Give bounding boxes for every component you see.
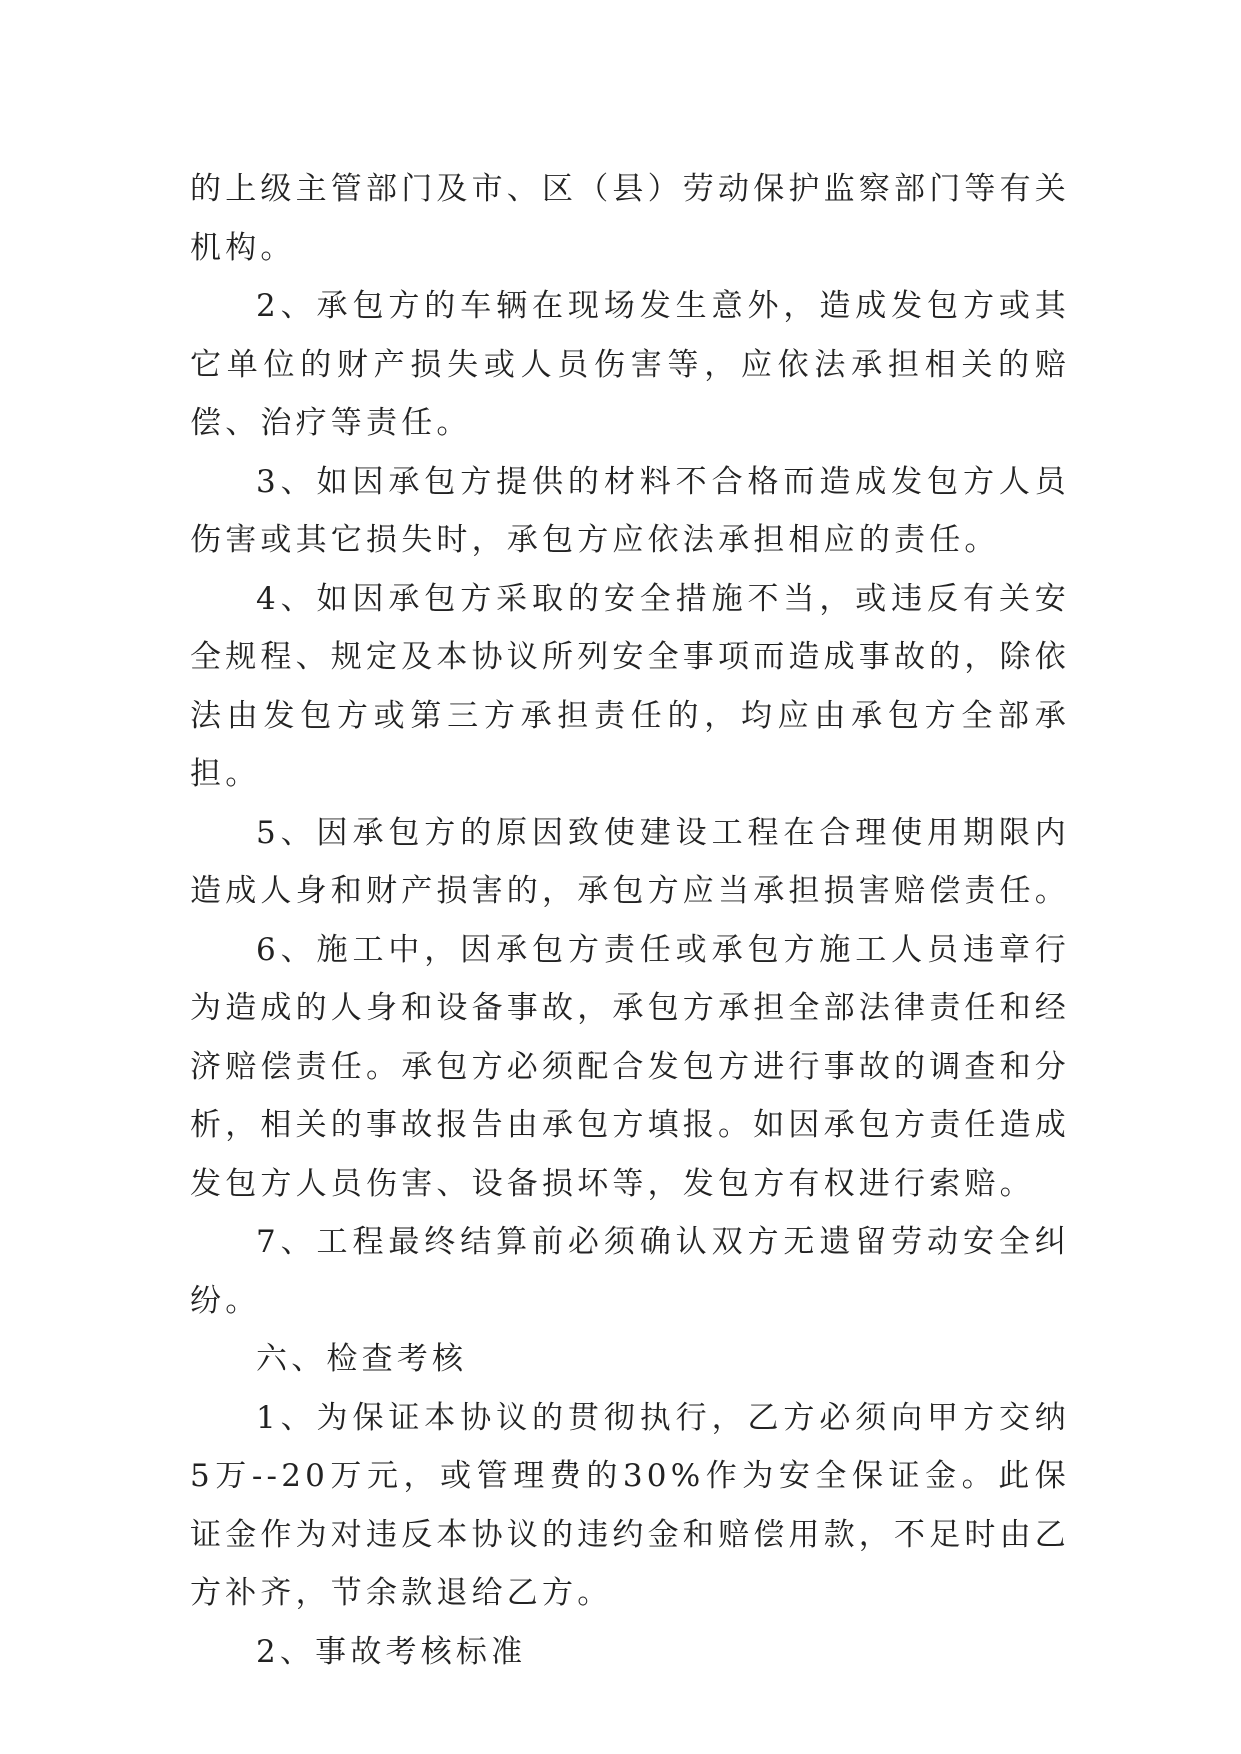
paragraph-10: 2、事故考核标准 (256, 1633, 527, 1670)
paragraph-7: 7、工程最终结算前必须确认双方无遗留劳动安全纠纷。 (190, 1224, 1070, 1319)
paragraph-3: 3、如因承包方提供的材料不合格而造成发包方人员伤害或其它损失时，承包方应依法承担相应的责任。 (190, 463, 1070, 558)
paragraph-1: 的上级主管部门及市、区（县）劳动保护监察部门等有关机构。 (190, 171, 1070, 266)
document-body (190, 160, 1070, 1681)
paragraph-6: 6、施工中，因承包方责任或承包方施工人员违章行为造成的人身和设备事故，承包方承担全部法律责任和经济赔偿责任。承包方必须配合发包方进行事故的调查和分析，相关的事故报告由承包方填报。如因承包方责任造成发包方人员伤害、设备损坏等，发包方有权进行索赔。 (190, 931, 1070, 1202)
section-heading-inspection: 六、检查考核 (256, 1341, 468, 1377)
paragraph-9: 1、为保证本协议的贯彻执行，乙方必须向甲方交纳5万--20万元，或管理费的30%作为安全保证金。此保证金作为对违反本协议的违约金和赔偿用款，不足时由乙方补齐，节余款退给乙方。 (190, 1399, 1070, 1611)
paragraph-4: 4、如因承包方采取的安全措施不当，或违反有关安全规程、规定及本协议所列安全事项而造成事故的，除依法由发包方或第三方承担责任的，均应由承包方全部承担。 (190, 580, 1070, 792)
paragraph-2: 2、承包方的车辆在现场发生意外，造成发包方或其它单位的财产损失或人员伤害等，应依法承担相关的赔偿、治疗等责任。 (190, 288, 1070, 441)
paragraph-5: 5、因承包方的原因致使建设工程在合理使用期限内造成人身和财产损害的，承包方应当承担损害赔偿责任。 (190, 814, 1070, 909)
